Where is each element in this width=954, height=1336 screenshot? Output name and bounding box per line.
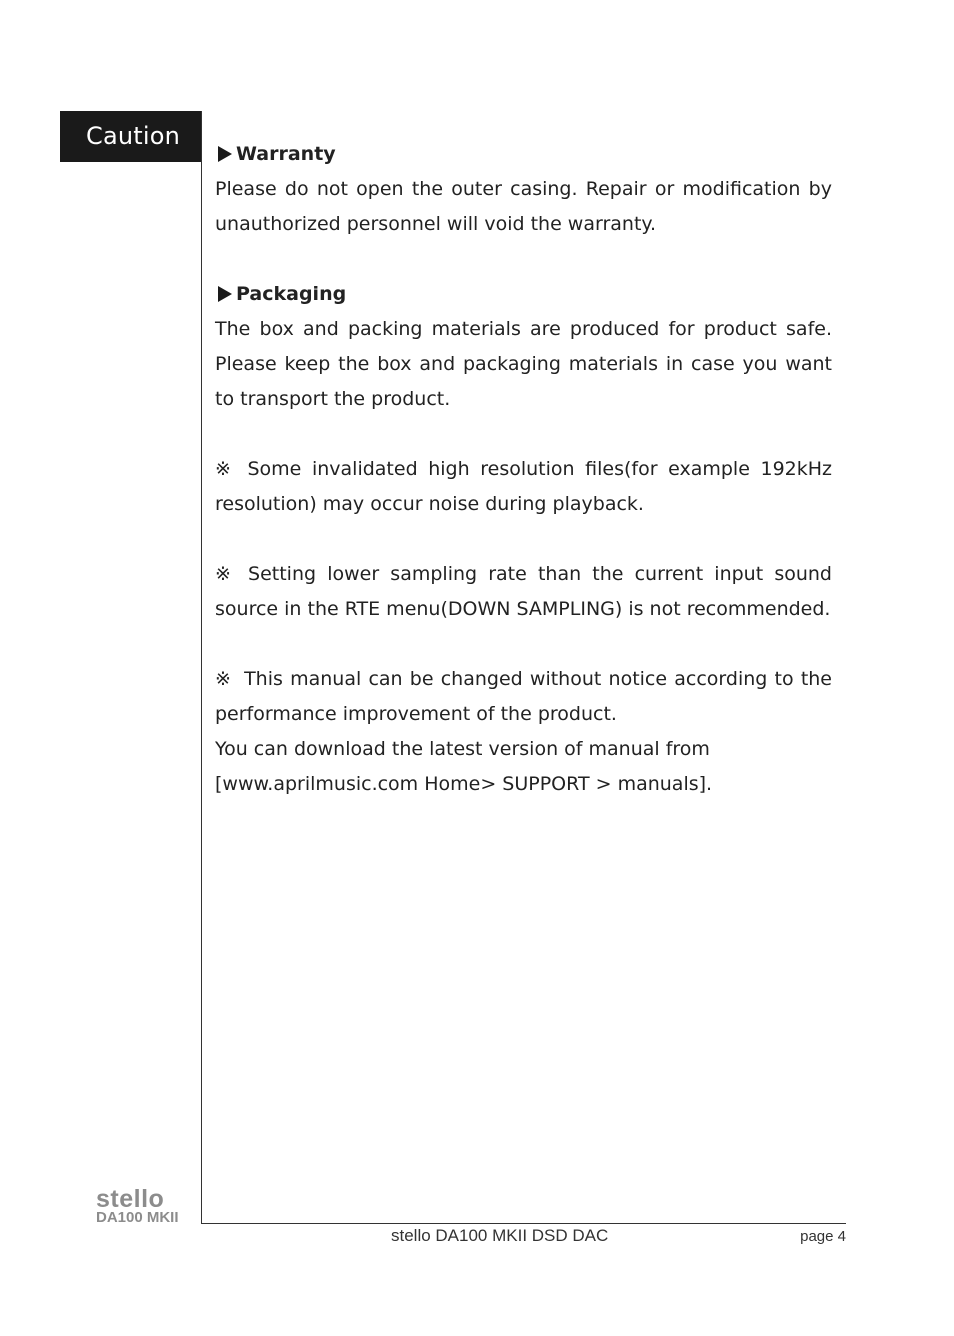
page-number: page 4 [800, 1228, 846, 1245]
vertical-divider [201, 111, 202, 1224]
note-text: This manual can be changed without notice according to the performance improvement of the product. [215, 668, 832, 725]
warranty-heading-label: Warranty [236, 143, 336, 165]
triangle-bullet-icon [218, 146, 232, 162]
caution-content [215, 137, 832, 802]
spacer [215, 417, 832, 452]
note-item [215, 452, 832, 522]
packaging-heading [215, 277, 832, 312]
packaging-heading-label: Packaging [236, 283, 347, 305]
triangle-bullet-icon [218, 286, 232, 302]
spacer [215, 242, 832, 277]
note-item [215, 557, 832, 627]
note-item [215, 662, 832, 732]
download-line: You can download the latest version of manual from [215, 738, 710, 760]
brand-name: stello [96, 1185, 165, 1213]
warranty-body: Please do not open the outer casing. Repair or modification by unauthorized personnel will void the warranty. [215, 178, 832, 235]
brand-logo [96, 1186, 196, 1225]
note-text: Some invalidated high resolution files(for example 192kHz resolution) may occur noise during playback. [215, 458, 833, 515]
brand-model: DA100 MKII [96, 1209, 179, 1226]
spacer [215, 522, 832, 557]
section-title: Caution [86, 122, 181, 150]
warranty-heading [215, 137, 832, 172]
section-title-tab [60, 111, 202, 162]
footer-divider [201, 1223, 846, 1224]
packaging-body: The box and packing materials are produced for product safe. Please keep the box and packaging materials in case you want to transport the product. [215, 318, 832, 410]
note-text: Setting lower sampling rate than the current input sound source in the RTE menu(DOWN SAMPLING) is not recommended. [215, 563, 832, 620]
reference-mark-icon: ※ [215, 563, 237, 585]
reference-mark-icon: ※ [215, 668, 233, 690]
download-link-text: [www.aprilmusic.com Home> SUPPORT > manuals]. [215, 773, 713, 795]
spacer [215, 627, 832, 662]
reference-mark-icon: ※ [215, 458, 236, 480]
footer-title: stello DA100 MKII DSD DAC [391, 1226, 609, 1245]
